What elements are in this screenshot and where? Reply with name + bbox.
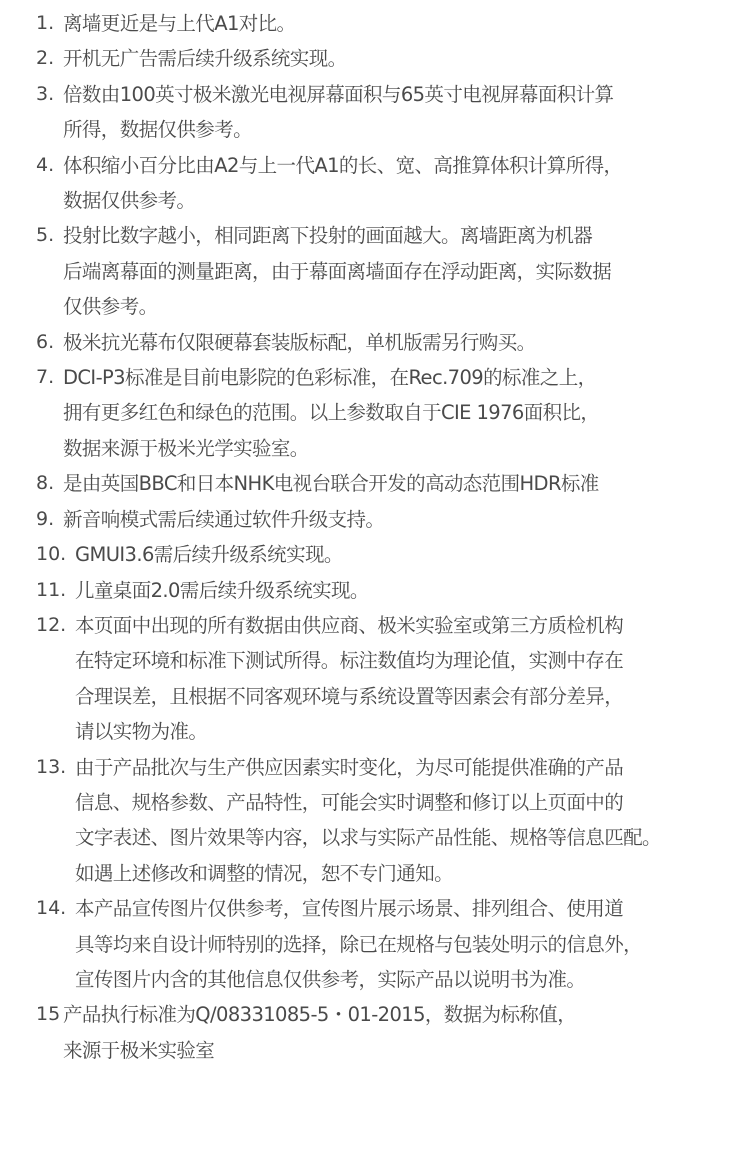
- footnote-number: 7.: [36, 366, 55, 389]
- footnote-text: [63, 77, 613, 148]
- footnote-line: 所得，数据仅供参考。: [63, 118, 253, 142]
- footnote-number: 12.: [36, 613, 67, 636]
- footnote-item: [36, 573, 736, 608]
- footnote-line: GMUI3.6需后续升级系统实现。: [75, 543, 343, 567]
- footnote-item: [36, 750, 736, 892]
- footnote-text: [63, 466, 599, 501]
- footnote-number: 6.: [36, 330, 55, 353]
- footnote-number: 11.: [36, 578, 67, 601]
- footnote-line: 产品执行标准为Q/08331085-5・01-2015，数据为标称值，: [63, 1003, 577, 1027]
- footnote-text: [63, 148, 622, 219]
- footnote-line: 由于产品批次与生产供应因素实时变化，为尽可能提供准确的产品: [75, 755, 624, 779]
- footnote-line: 后端离幕面的测量距离，由于幕面离墙面存在浮动距离，实际数据: [63, 259, 612, 283]
- footnote-item: [36, 41, 736, 76]
- footnote-text: [75, 891, 642, 997]
- footnote-number: 4.: [36, 153, 55, 176]
- footnote-number: 8.: [36, 472, 55, 495]
- footnote-item: [36, 360, 736, 466]
- footnote-line: 数据仅供参考。: [63, 189, 196, 213]
- footnote-line: 本产品宣传图片仅供参考，宣传图片展示场景、排列组合、使用道: [75, 897, 624, 921]
- footnote-item: [36, 608, 736, 750]
- footnote-line: 离墙更近是与上代A1对比。: [63, 12, 296, 35]
- footnote-text: [75, 573, 369, 608]
- footnote-item: [36, 6, 736, 41]
- footnote-text: [63, 6, 295, 41]
- footnote-item: [36, 997, 736, 1068]
- footnote-item: [36, 148, 736, 219]
- footnote-number: 13.: [36, 755, 67, 778]
- footnote-line: 文字表述、图片效果等内容，以求与实际产品性能、规格等信息匹配。: [75, 826, 661, 850]
- footnote-line: 具等均来自设计师特别的选择，除已在规格与包装处明示的信息外，: [75, 932, 643, 956]
- footnote-number: 5.: [36, 224, 55, 247]
- footnote-number: 14.: [36, 897, 67, 920]
- footnote-line: 是由英国BBC和日本NHK电视台联合开发的高动态范围HDR标准: [63, 472, 599, 496]
- footnote-number: 10.: [36, 543, 67, 566]
- footnote-number: 1.: [36, 12, 55, 34]
- footnote-line: 如遇上述修改和调整的情况，恕不专门通知。: [75, 861, 454, 885]
- footnote-line: 新音响模式需后续通过软件升级支持。: [63, 507, 385, 531]
- footnote-line: 开机无广告需后续升级系统实现。: [63, 47, 347, 71]
- footnote-item: [36, 537, 736, 572]
- footnote-line: 在特定环境和标准下测试所得。标注数值均为理论值，实测中存在: [75, 649, 624, 673]
- footnote-line: 数据来源于极米光学实验室。: [63, 436, 309, 460]
- footnote-item: [36, 891, 736, 997]
- footnote-item: [36, 77, 736, 148]
- footnote-text: [75, 608, 623, 750]
- footnote-text: [63, 41, 347, 76]
- footnote-item: [36, 502, 736, 537]
- footnote-line: 宣传图片内含的其他信息仅供参考，实际产品以说明书为准。: [75, 967, 586, 991]
- footnote-text: [63, 218, 611, 324]
- footnote-item: [36, 466, 736, 501]
- footnote-number: 3.: [36, 82, 55, 105]
- footnote-line: DCI-P3标准是目前电影院的色彩标准，在Rec.709的标准之上，: [63, 366, 597, 390]
- footnote-number: 2.: [36, 47, 55, 70]
- footnote-line: 倍数由100英寸极米激光电视屏幕面积与65英寸电视屏幕面积计算: [63, 82, 614, 106]
- footnote-line: 本页面中出现的所有数据由供应商、极米实验室或第三方质检机构: [75, 613, 624, 637]
- footnote-line: 来源于极米实验室: [63, 1038, 215, 1062]
- footnote-item: [36, 218, 736, 324]
- footnote-number: 9.: [36, 507, 55, 530]
- footnote-line: 体积缩小百分比由A2与上一代A1的长、宽、高推算体积计算所得，: [63, 153, 623, 177]
- footnote-item: [36, 325, 736, 360]
- footnote-list: [36, 6, 736, 1068]
- footnote-number: 15: [36, 1003, 61, 1026]
- footnote-line: 儿童桌面2.0需后续升级系统实现。: [75, 578, 369, 602]
- footnote-text: [75, 537, 343, 572]
- footnote-text: [63, 502, 384, 537]
- footnote-text: [63, 325, 536, 360]
- footnote-line: 合理误差，且根据不同客观环境与系统设置等因素会有部分差异，: [75, 684, 624, 708]
- footnote-line: 仅供参考。: [63, 295, 158, 319]
- footnote-text: [63, 997, 576, 1068]
- footnote-text: [63, 360, 599, 466]
- footnote-line: 极米抗光幕布仅限硬幕套装版标配，单机版需另行购买。: [63, 330, 536, 354]
- footnote-line: 请以实物为准。: [75, 720, 208, 744]
- footnote-text: [75, 750, 661, 892]
- footnote-line: 拥有更多红色和绿色的范围。以上参数取自于CIE 1976面积比，: [63, 401, 600, 425]
- footnote-line: 投射比数字越小，相同距离下投射的画面越大。离墙距离为机器: [63, 224, 593, 248]
- footnote-line: 信息、规格参数、产品特性，可能会实时调整和修订以上页面中的: [75, 790, 624, 814]
